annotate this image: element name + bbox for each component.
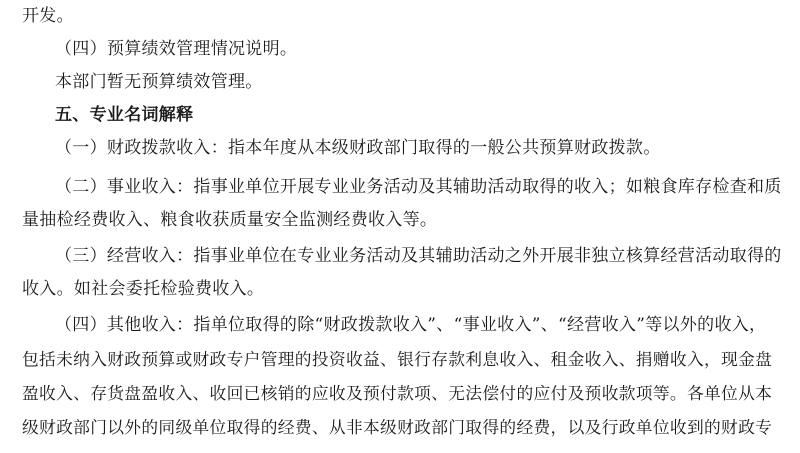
term-operating-income-line2: 收入。如社会委托检验费收入。 — [22, 279, 265, 299]
text-line-continuation: 开发。 — [22, 6, 74, 26]
term-fiscal-appropriation: （一）财政拨款收入：指本年度从本级财政部门取得的一般公共预算财政拨款。 — [55, 138, 661, 158]
term-other-income-line2: 包括未纳入财政预算或财政专户管理的投资收益、银行存款利息收入、租金收入、捐赠收入，现金盘 — [22, 349, 773, 369]
paragraph-no-budget-performance: 本部门暂无预算绩效管理。 — [55, 72, 263, 92]
section-heading-terms: 五、专业名词解释 — [55, 105, 194, 125]
term-business-income-line2: 量抽检经费收入、粮食收获质量安全监测经费收入等。 — [22, 210, 438, 230]
term-business-income-line1: （二）事业收入：指事业单位开展专业业务活动及其辅助活动取得的收入；如粮食库存检查和质 — [55, 177, 782, 197]
term-other-income-line4: 级财政部门以外的同级单位取得的经费、从非本级财政部门取得的经费，以及行政单位收到的财政专 — [22, 417, 773, 437]
term-other-income-line1: （四）其他收入：指单位取得的除“财政拨款收入”、“事业收入”、“经营收入”等以外的收入， — [55, 315, 767, 335]
term-other-income-line3: 盈收入、存货盘盈收入、收回已核销的应收及预付款项、无法偿付的应付及预收款项等。各单位从本 — [22, 383, 773, 403]
term-operating-income-line1: （三）经营收入：指事业单位在专业业务活动及其辅助活动之外开展非独立核算经营活动取得的 — [55, 246, 782, 266]
subsection-heading-budget-performance: （四）预算绩效管理情况说明。 — [55, 39, 298, 59]
